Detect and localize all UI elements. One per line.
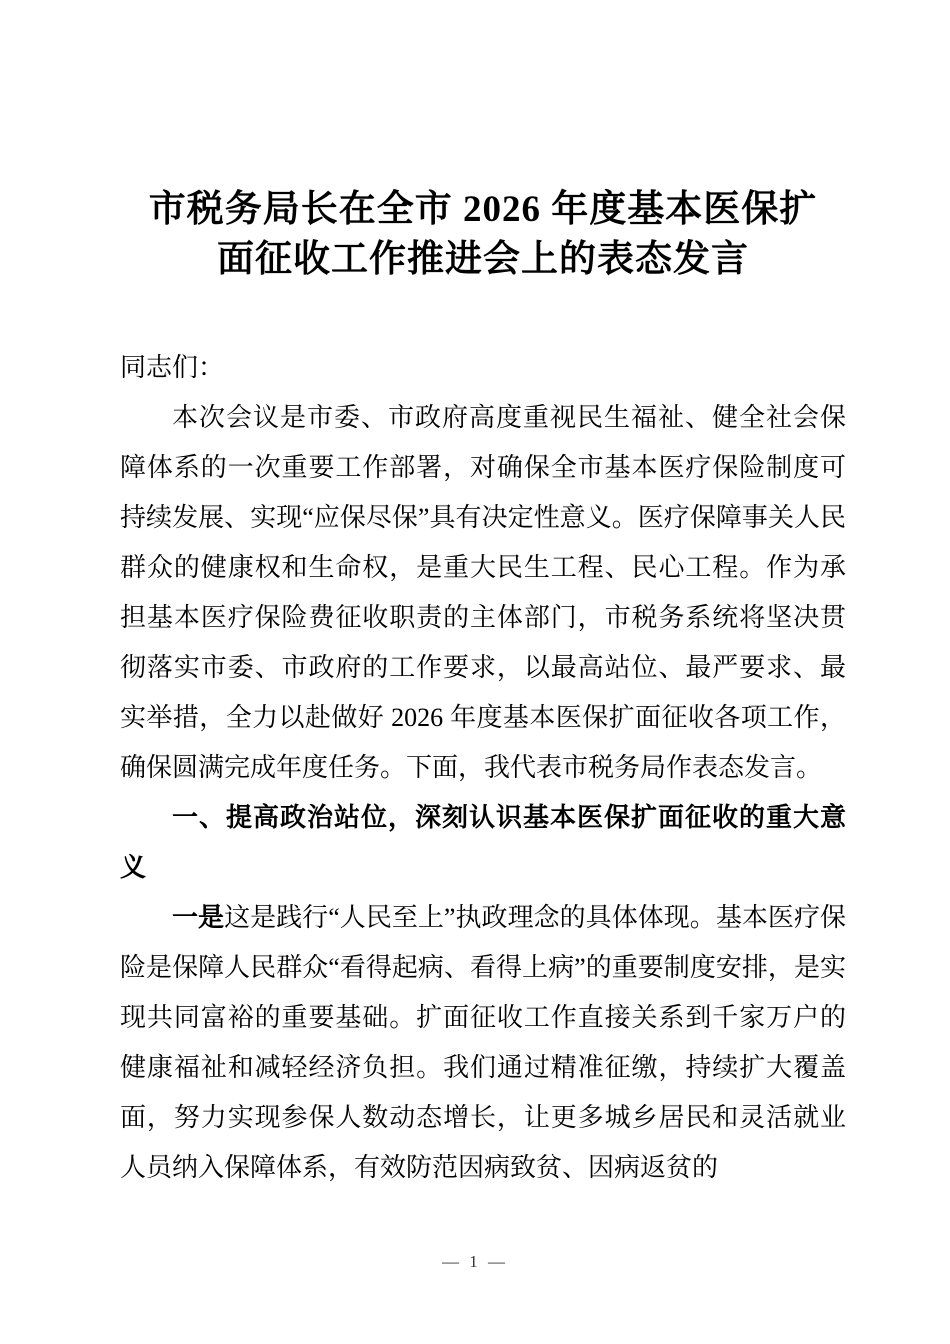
document-body	[120, 343, 846, 1193]
document-content	[120, 0, 846, 1193]
paragraph-intro: 本次会议是市委、市政府高度重视民生福祉、健全社会保障体系的一次重要工作部署，对确保全市基本医疗保险制度可持续发展、实现“应保尽保”具有决定性意义。医疗保障事关人民群众的健康权和生命权，是重大民生工程、民心工程。作为承担基本医疗保险费征收职责的主体部门，市税务系统将坚决贯彻落实市委、市政府的工作要求，以最高站位、最严要求、最实举措，全力以赴做好 2026 年度基本医保扩面征收各项工作，确保圆满完成年度任务。下面，我代表市税务局作表态发言。	[120, 403, 846, 782]
document-title-line-2: 面征收工作推进会上的表态发言	[217, 239, 749, 280]
section-heading-1: 一、提高政治站位，深刻认识基本医保扩面征收的重大意义	[120, 803, 846, 882]
paragraph-point-1: 一是这是践行“人民至上”执政理念的具体体现。基本医疗保险是保障人民群众“看得起病、看得上病”的重要制度安排，是实现共同富裕的重要基础。扩面征收工作直接关系到千家万户的健康福祉和减轻经济负担。我们通过精准征缴，持续扩大覆盖面，努力实现参保人数动态增长，让更多城乡居民和灵活就业人员纳入保障体系，有效防范因病致贫、因病返贫的	[120, 903, 846, 1182]
page-footer	[0, 1252, 950, 1272]
page-number: — 1 —	[442, 1252, 508, 1271]
paragraph-lead: 一是	[172, 903, 225, 932]
document-title	[120, 185, 846, 285]
salutation: 同志们：	[120, 353, 225, 382]
document-title-line-1: 市税务局长在全市 2026 年度基本医保扩	[148, 189, 818, 230]
